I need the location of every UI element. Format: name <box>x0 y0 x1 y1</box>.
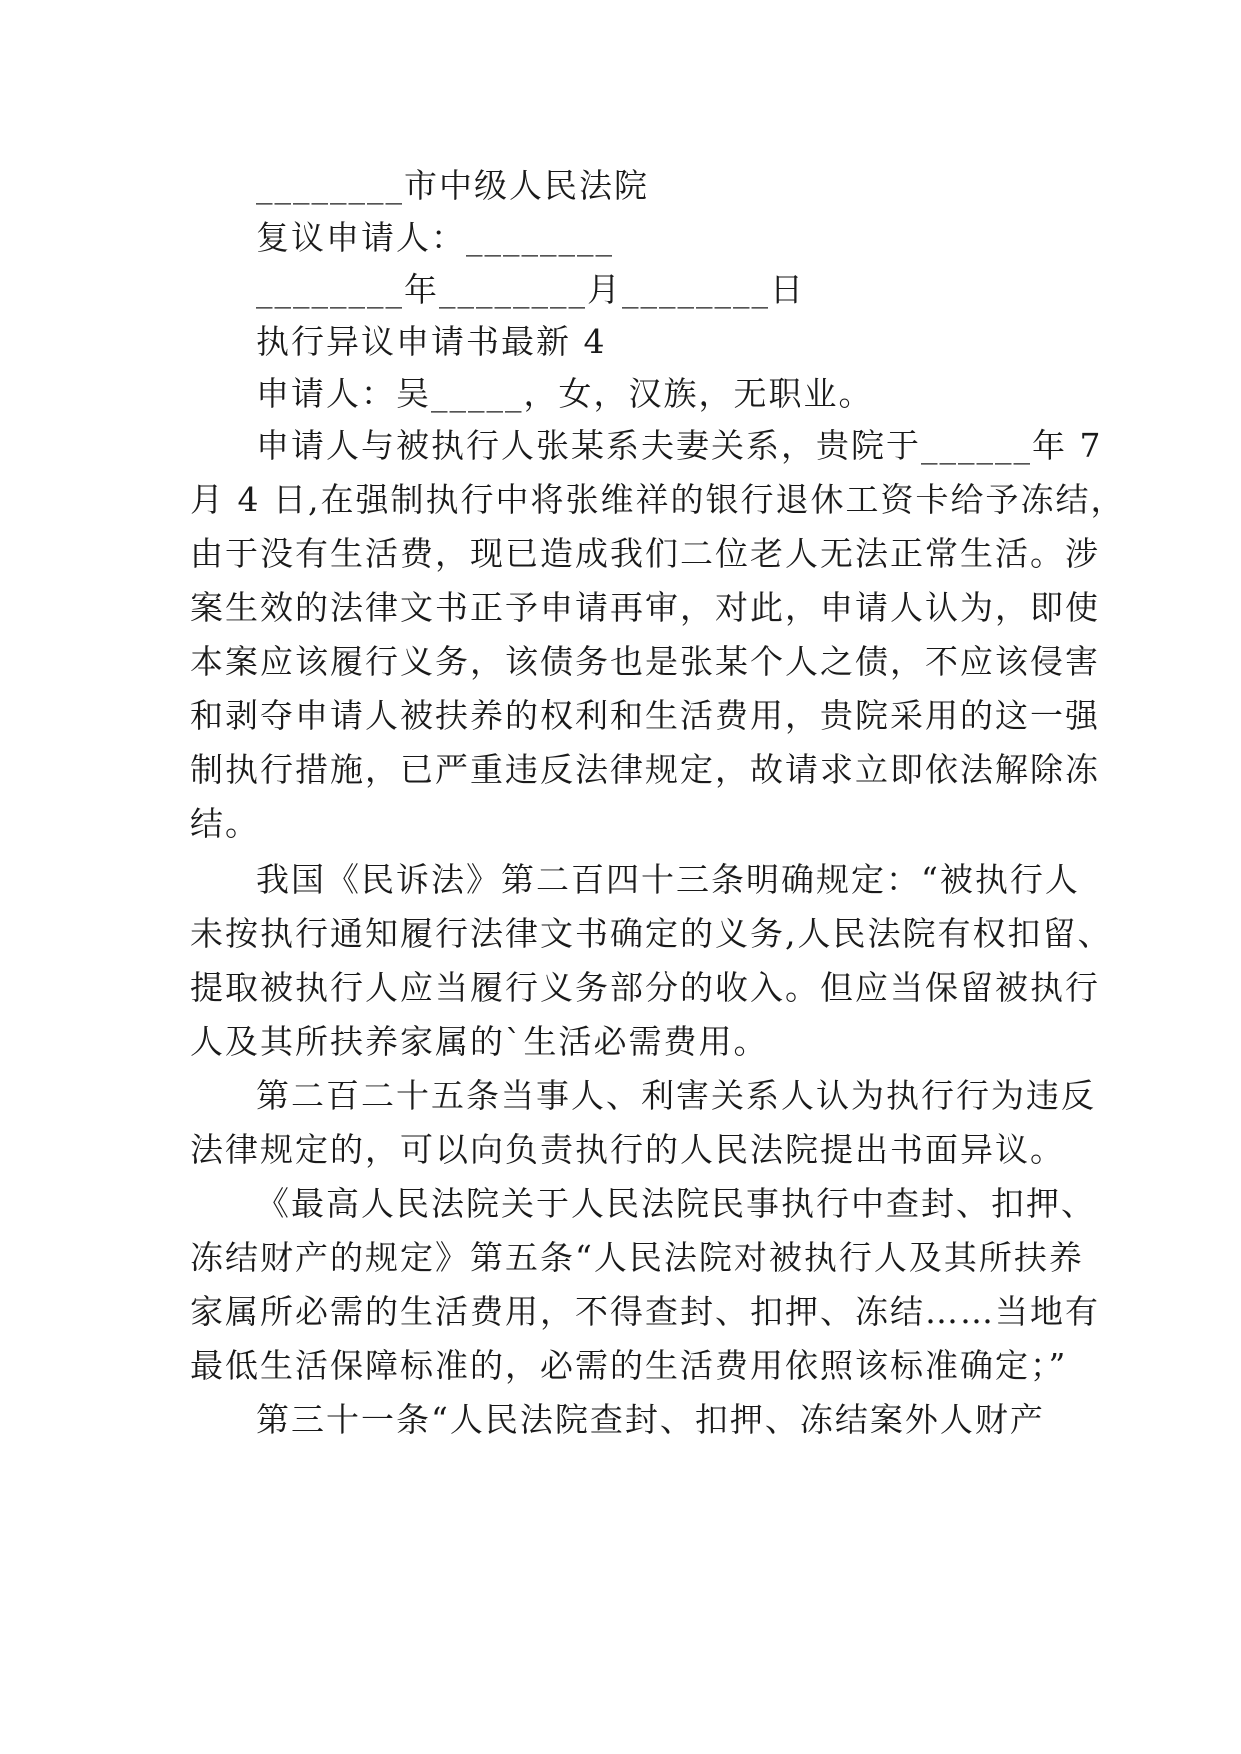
paragraph-line: 申请人与被执行人张某系夫妻关系，贵院于______年 7 <box>256 426 1103 465</box>
paragraph-line: 人及其所扶养家属的`生活必需费用。 <box>190 1022 769 1061</box>
paragraph-line: 《最高人民法院关于人民法院民事执行中查封、扣押、 <box>256 1184 1096 1223</box>
date-line: ________年________月________日 <box>256 270 805 309</box>
section-title: 执行异议申请书最新 4 <box>256 322 607 361</box>
applicant-line: 复议申请人：________ <box>256 218 614 257</box>
paragraph-line: 我国《民诉法》第二百四十三条明确规定：“被执行人 <box>256 860 1080 899</box>
paragraph-line: 和剥夺申请人被扶养的权利和生活费用，贵院采用的这一强 <box>190 696 1100 735</box>
paragraph-line: 第二百二十五条当事人、利害关系人认为执行行为违反 <box>256 1076 1096 1115</box>
paragraph-line: 由于没有生活费，现已造成我们二位老人无法正常生活。涉 <box>190 534 1100 573</box>
paragraph-line: 本案应该履行义务，该债务也是张某个人之债，不应该侵害 <box>190 642 1100 681</box>
paragraph-line: 月 4 日,在强制执行中将张维祥的银行退休工资卡给予冻结， <box>190 480 1126 519</box>
applicant-info-line: 申请人：吴_____，女，汉族，无职业。 <box>256 374 874 413</box>
paragraph-line: 提取被执行人应当履行义务部分的收入。但应当保留被执行 <box>190 968 1100 1007</box>
paragraph-line: 法律规定的，可以向负责执行的人民法院提出书面异议。 <box>190 1130 1065 1169</box>
paragraph-line: 案生效的法律文书正予申请再审，对此，申请人认为，即使 <box>190 588 1100 627</box>
paragraph-line: 冻结财产的规定》第五条“人民法院对被执行人及其所扶养 <box>190 1238 1084 1277</box>
paragraph-line: 最低生活保障标准的，必需的生活费用依照该标准确定；” <box>190 1346 1068 1385</box>
paragraph-line: 结。 <box>190 804 260 843</box>
paragraph-line: 家属所必需的生活费用，不得查封、扣押、冻结……当地有 <box>190 1292 1100 1331</box>
paragraph-line: 制执行措施，已严重违反法律规定，故请求立即依法解除冻 <box>190 750 1100 789</box>
paragraph-line: 第三十一条“人民法院查封、扣押、冻结案外人财产 <box>256 1400 1045 1439</box>
court-name-line: ________市中级人民法院 <box>256 166 649 205</box>
paragraph-line: 未按执行通知履行法律文书确定的义务,人民法院有权扣留、 <box>190 914 1113 953</box>
